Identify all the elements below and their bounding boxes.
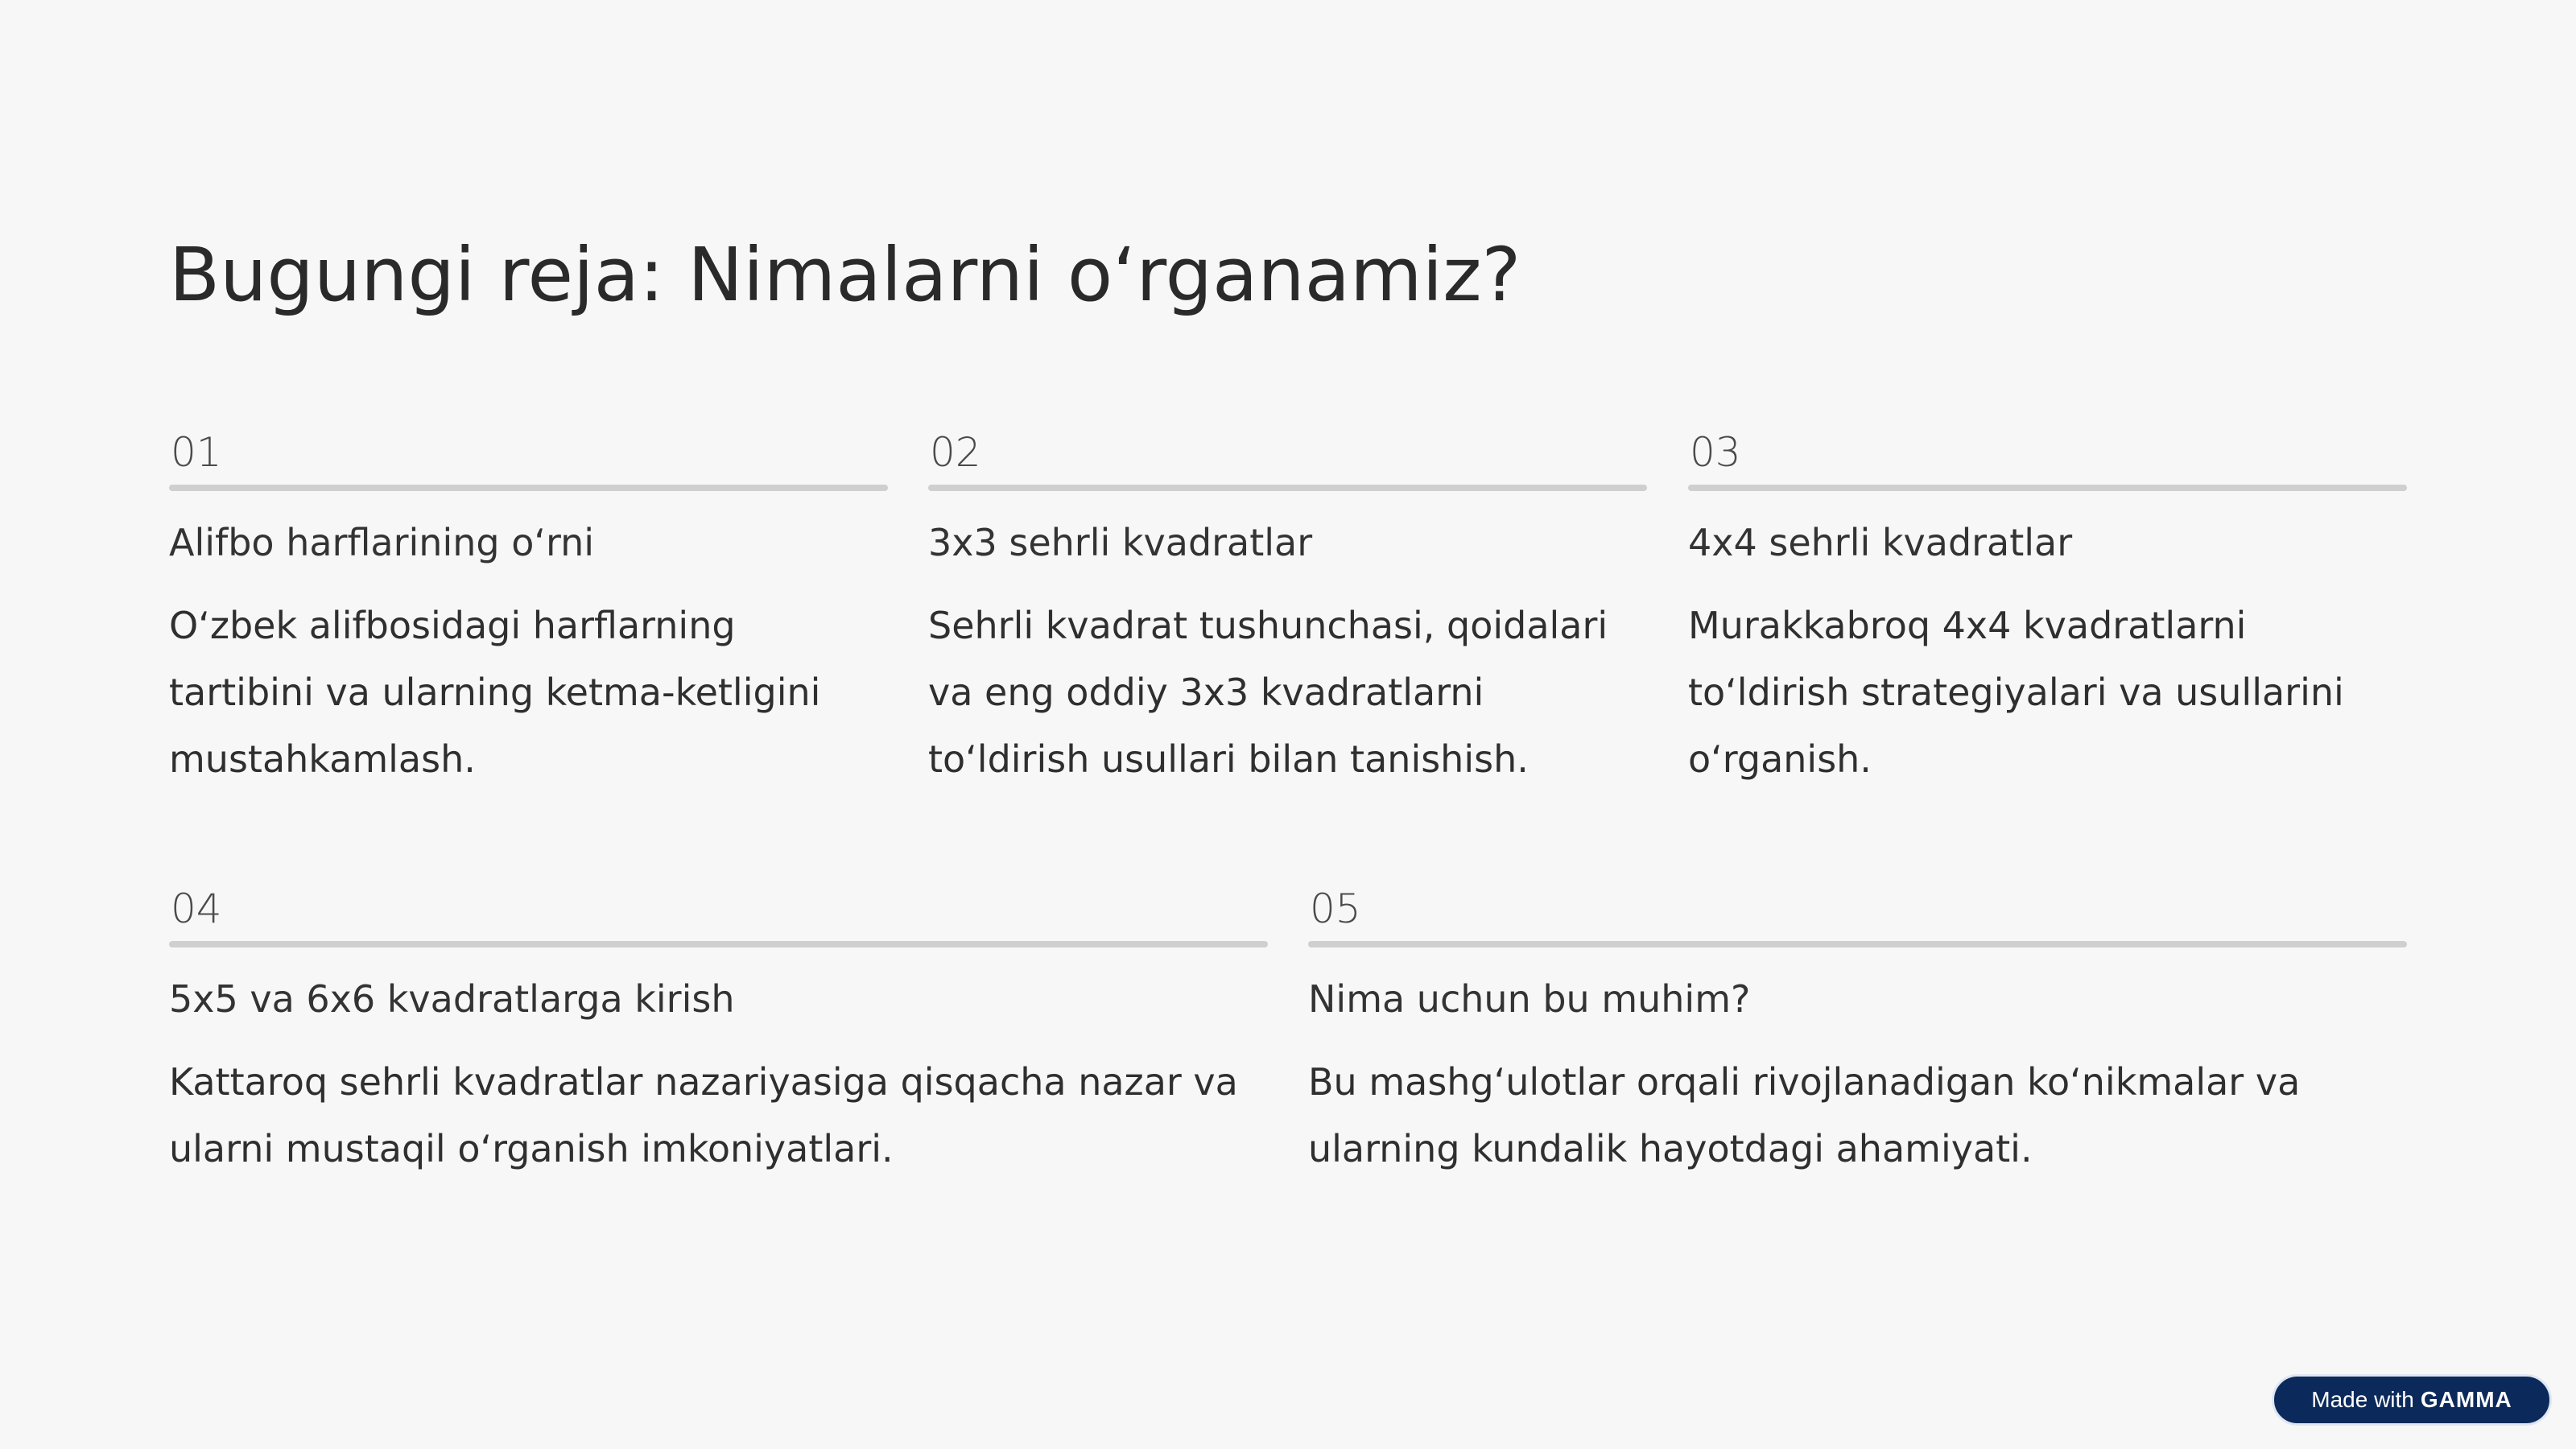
card-heading: 5x5 va 6x6 kvadratlarga kirish [169, 977, 735, 1021]
card-number: 03 [1690, 429, 1741, 476]
page-title: Bugungi reja: Nimalarni oʻrganamiz? [169, 232, 1521, 318]
card-divider [169, 485, 888, 491]
card-heading: Alifbo harflarining oʻrni [169, 521, 595, 564]
card-heading: 4x4 sehrli kvadratlar [1688, 521, 2073, 564]
card-description: Bu mashgʻulotlar orqali rivojlanadigan koʻnikmalar va ularning kundalik hayotdagi ahamiyati. [1308, 1060, 2301, 1170]
badge-prefix: Made with [2311, 1387, 2414, 1412]
card-number: 02 [930, 429, 981, 476]
plan-card-05 [1308, 885, 2407, 1183]
card-divider [928, 485, 1647, 491]
card-number: 05 [1310, 886, 1361, 932]
card-divider [1688, 485, 2407, 491]
plan-card-03 [1688, 428, 2407, 793]
card-description: Kattaroq sehrli kvadratlar nazariyasiga qisqacha nazar va ularni mustaqil oʻrganish imkoniyatlari. [169, 1060, 1238, 1170]
card-description: Oʻzbek alifbosidagi harflarning tartibini va ularning ketma-ketligini mustahkamlash. [169, 604, 821, 781]
card-number: 04 [171, 886, 222, 932]
card-heading: Nima uchun bu muhim? [1308, 977, 1751, 1021]
gamma-logo: GAMMA [2420, 1387, 2512, 1412]
card-divider [1308, 941, 2407, 947]
made-with-gamma-badge[interactable] [2272, 1374, 2552, 1426]
plan-card-04 [169, 885, 1268, 1183]
card-description: Murakkabroq 4x4 kvadratlarni toʻldirish strategiyalari va usullarini oʻrganish. [1688, 604, 2344, 781]
plan-card-01 [169, 428, 888, 793]
card-number: 01 [171, 429, 222, 476]
plan-card-02 [928, 428, 1647, 793]
card-description: Sehrli kvadrat tushunchasi, qoidalari va eng oddiy 3x3 kvadratlarni toʻldirish usullari bilan tanishish. [928, 604, 1608, 781]
card-divider [169, 941, 1268, 947]
card-heading: 3x3 sehrli kvadratlar [928, 521, 1313, 564]
